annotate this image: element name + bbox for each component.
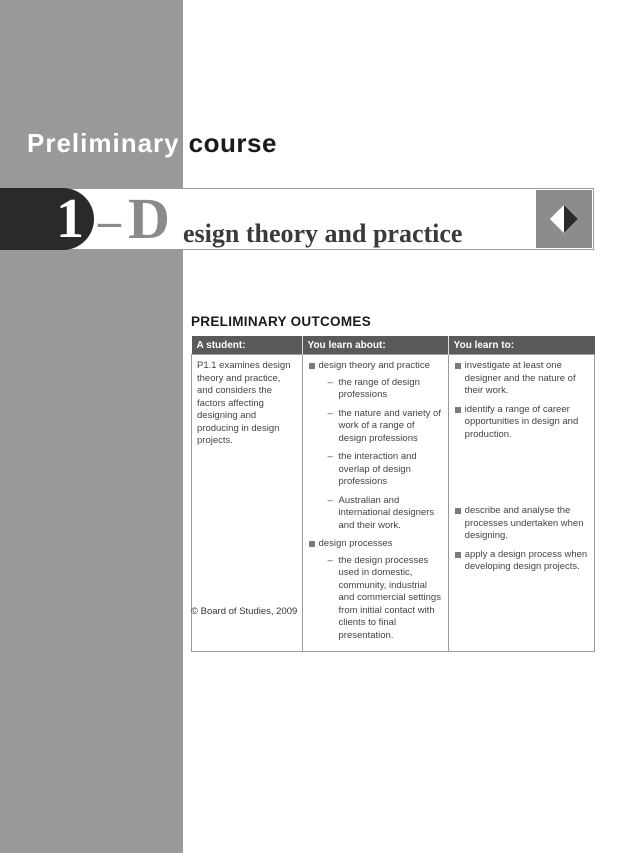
sub-list-item: – the interaction and overlap of design professions	[319, 451, 443, 489]
sub-list	[319, 555, 443, 643]
learn-about-cell	[302, 355, 448, 652]
sub-list-item: – the nature and variety of work of a range of design professions	[319, 408, 443, 446]
outcomes-table	[191, 336, 595, 652]
copyright-notice: © Board of Studies, 2009	[191, 606, 298, 617]
course-heading	[27, 128, 277, 159]
header-learn-to: You learn to:	[448, 336, 594, 355]
student-outcome-text: P1.1 examines design theory and practice, and considers the factors affecting designing and producing in design projects.	[197, 360, 291, 446]
sub-list-item: – the design processes used in domestic, community, industrial and commercial settings from initial contact with clients to final presentation.	[319, 555, 443, 643]
learn-about-list	[308, 360, 443, 642]
list-item-text: design theory and practice	[318, 360, 430, 371]
list-item: describe and analyse the processes undertaken when designing.	[454, 505, 589, 543]
list-item-text: design processes	[318, 538, 393, 549]
list-item	[308, 360, 443, 532]
learn-to-cell	[448, 355, 594, 652]
chapter-initial-letter: D	[128, 186, 170, 251]
chapter-number: 1	[56, 188, 84, 250]
chapter-dash: –	[98, 195, 121, 246]
header-student: A student:	[192, 336, 303, 355]
list-item	[308, 538, 443, 642]
chapter-title: esign theory and practice	[183, 219, 463, 248]
learn-to-list-2	[454, 505, 589, 574]
list-item: identify a range of career opportunities in design and production.	[454, 404, 589, 442]
list-item: apply a design process when developing design projects.	[454, 549, 589, 574]
course-heading-part1: Preliminary	[27, 128, 180, 158]
header-learn-about: You learn about:	[302, 336, 448, 355]
course-heading-part2: course	[188, 128, 277, 158]
sub-list-item: – Australian and international designers and their work.	[319, 495, 443, 533]
nav-marker	[536, 190, 592, 248]
sub-list	[319, 377, 443, 533]
sub-list-item: – the range of design professions	[319, 377, 443, 402]
section-title: PRELIMINARY OUTCOMES	[191, 314, 372, 329]
table-header-row	[192, 336, 595, 355]
learn-to-list-1	[454, 360, 589, 441]
list-item: investigate at least one designer and the nature of their work.	[454, 360, 589, 398]
diamond-half-icon	[564, 205, 578, 233]
